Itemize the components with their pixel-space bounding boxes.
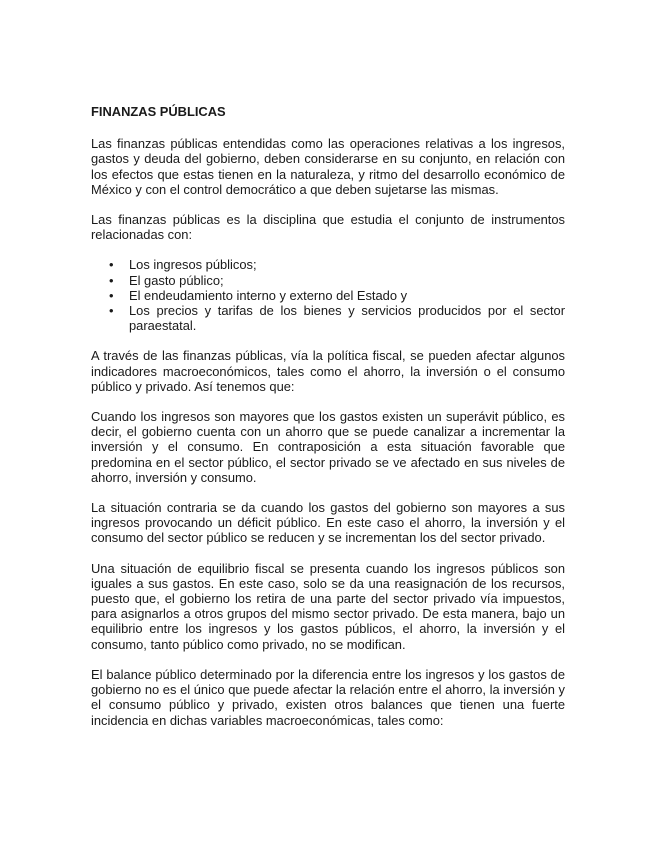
list-item: • El gasto público; xyxy=(129,273,565,288)
paragraph-equilibrium: Una situación de equilibrio fiscal se presenta cuando los ingresos públicos son iguales a sus gastos. En este caso, solo se da una reasignación de los recursos, puesto que, el gobierno los retira de una parte del sector privado vía impuestos, para asignarlos a otros grupos del mismo sector privado. De esta manera, bajo un equilibrio entre los ingresos y los gastos públicos, el ahorro, la inversión y el consumo, tanto público como privado, no se modifican. xyxy=(91,560,565,652)
paragraph-balance: El balance público determinado por la diferencia entre los ingresos y los gastos de gobierno no es el único que puede afectar la relación entre el ahorro, la inversión y el consumo público y privado, existen otros balances que tienen una fuerte incidencia en dichas variables macroeconómicas, tales como: xyxy=(91,666,565,728)
paragraph-intro: Las finanzas públicas entendidas como las operaciones relativas a los ingresos, gastos y deuda del gobierno, deben considerarse en su conjunto, en relación con los efectos que estas tienen en la naturaleza, y ritmo del desarrollo económico de México y con el control democrático a que deben sujetarse las mismas. xyxy=(91,136,565,197)
instruments-list xyxy=(91,257,565,333)
list-item: • El endeudamiento interno y externo del Estado y xyxy=(129,288,565,303)
list-item: • Los precios y tarifas de los bienes y servicios producidos por el sector paraestatal. xyxy=(129,303,565,333)
paragraph-surplus: Cuando los ingresos son mayores que los gastos existen un superávit público, es decir, el gobierno cuenta con un ahorro que se puede canalizar a incrementar la inversión y el consumo. En contraposición a esta situación favorable que predomina en el sector público, el sector privado se ve afectado en sus niveles de ahorro, inversión y consumo. xyxy=(91,409,565,485)
paragraph-deficit: La situación contraria se da cuando los gastos del gobierno son mayores a sus ingresos provocando un déficit público. En este caso el ahorro, la inversión y el consumo del sector público se reducen y se incrementan los del sector privado. xyxy=(91,500,565,546)
paragraph-fiscal-policy: A través de las finanzas públicas, vía la política fiscal, se pueden afectar algunos indicadores macroeconómicos, tales como el ahorro, la inversión o el consumo público y privado. Así tenemos que: xyxy=(91,348,565,394)
document-title: FINANZAS PÚBLICAS xyxy=(91,104,226,119)
list-item: • Los ingresos públicos; xyxy=(129,257,565,272)
paragraph-definition: Las finanzas públicas es la disciplina que estudia el conjunto de instrumentos relacionadas con: xyxy=(91,212,565,243)
